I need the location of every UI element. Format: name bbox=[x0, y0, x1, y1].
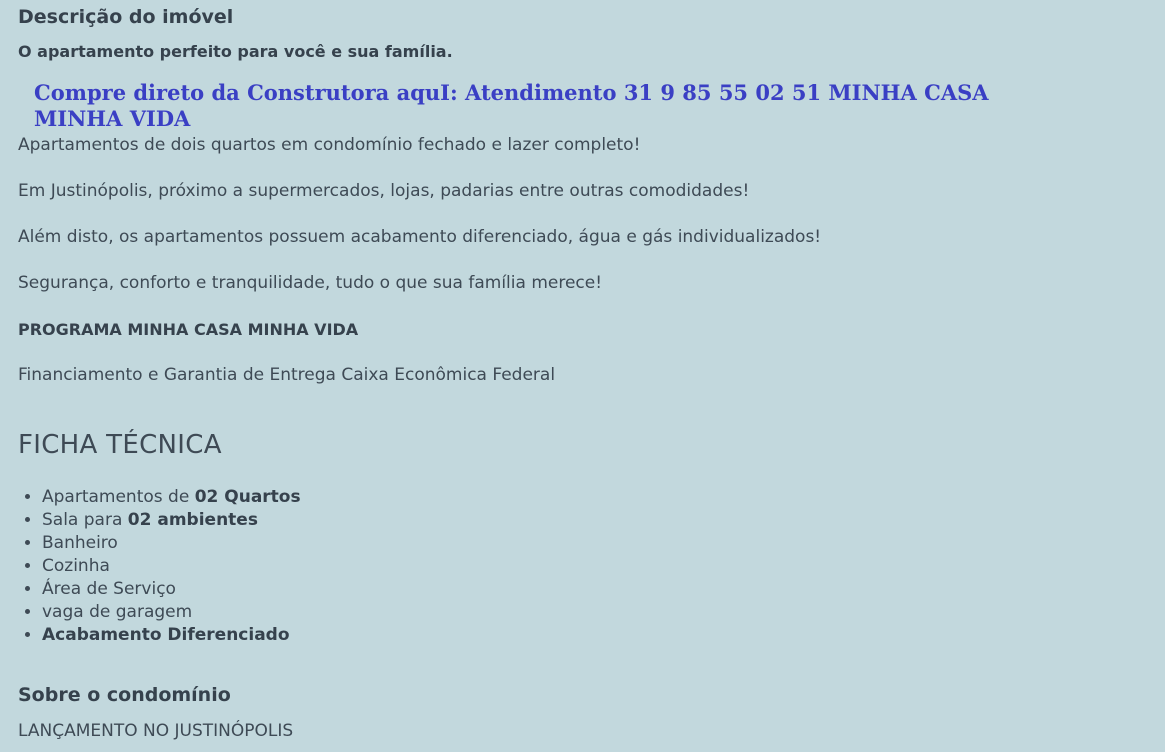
financing-info: Financiamento e Garantia de Entrega Caixa Econômica Federal bbox=[18, 365, 556, 385]
list-item: • vaga de garagem bbox=[42, 601, 301, 624]
list-item: • Apartamentos de 02 Quartos bbox=[42, 486, 301, 509]
description-paragraph: Segurança, conforto e tranquilidade, tudo o que sua família merece! bbox=[18, 273, 603, 293]
condominium-text: LANÇAMENTO NO JUSTINÓPOLIS bbox=[18, 721, 294, 741]
description-paragraph: Além disto, os apartamentos possuem acabamento diferenciado, água e gás individualizados! bbox=[18, 227, 822, 247]
description-paragraph: Em Justinópolis, próximo a supermercados, lojas, padarias entre outras comodidades! bbox=[18, 181, 750, 201]
program-name: PROGRAMA MINHA CASA MINHA VIDA bbox=[18, 320, 359, 339]
description-heading: Descrição do imóvel bbox=[18, 6, 234, 28]
builder-contact-banner: Compre direto da Construtora aquI: Atendimento 31 9 85 55 02 51 MINHA CASA MINHA VIDA bbox=[34, 80, 989, 131]
tech-sheet-heading: FICHA TÉCNICA bbox=[18, 430, 222, 460]
description-subtitle: O apartamento perfeito para você e sua família. bbox=[18, 42, 453, 61]
list-item: • Banheiro bbox=[42, 532, 301, 555]
list-item: • Sala para 02 ambientes bbox=[42, 509, 301, 532]
tech-sheet-list bbox=[18, 486, 301, 647]
description-paragraph: Apartamentos de dois quartos em condomínio fechado e lazer completo! bbox=[18, 135, 641, 155]
list-item: • Área de Serviço bbox=[42, 578, 301, 601]
list-item: • Acabamento Diferenciado bbox=[42, 624, 301, 647]
list-item: • Cozinha bbox=[42, 555, 301, 578]
condominium-heading: Sobre o condomínio bbox=[18, 684, 231, 706]
